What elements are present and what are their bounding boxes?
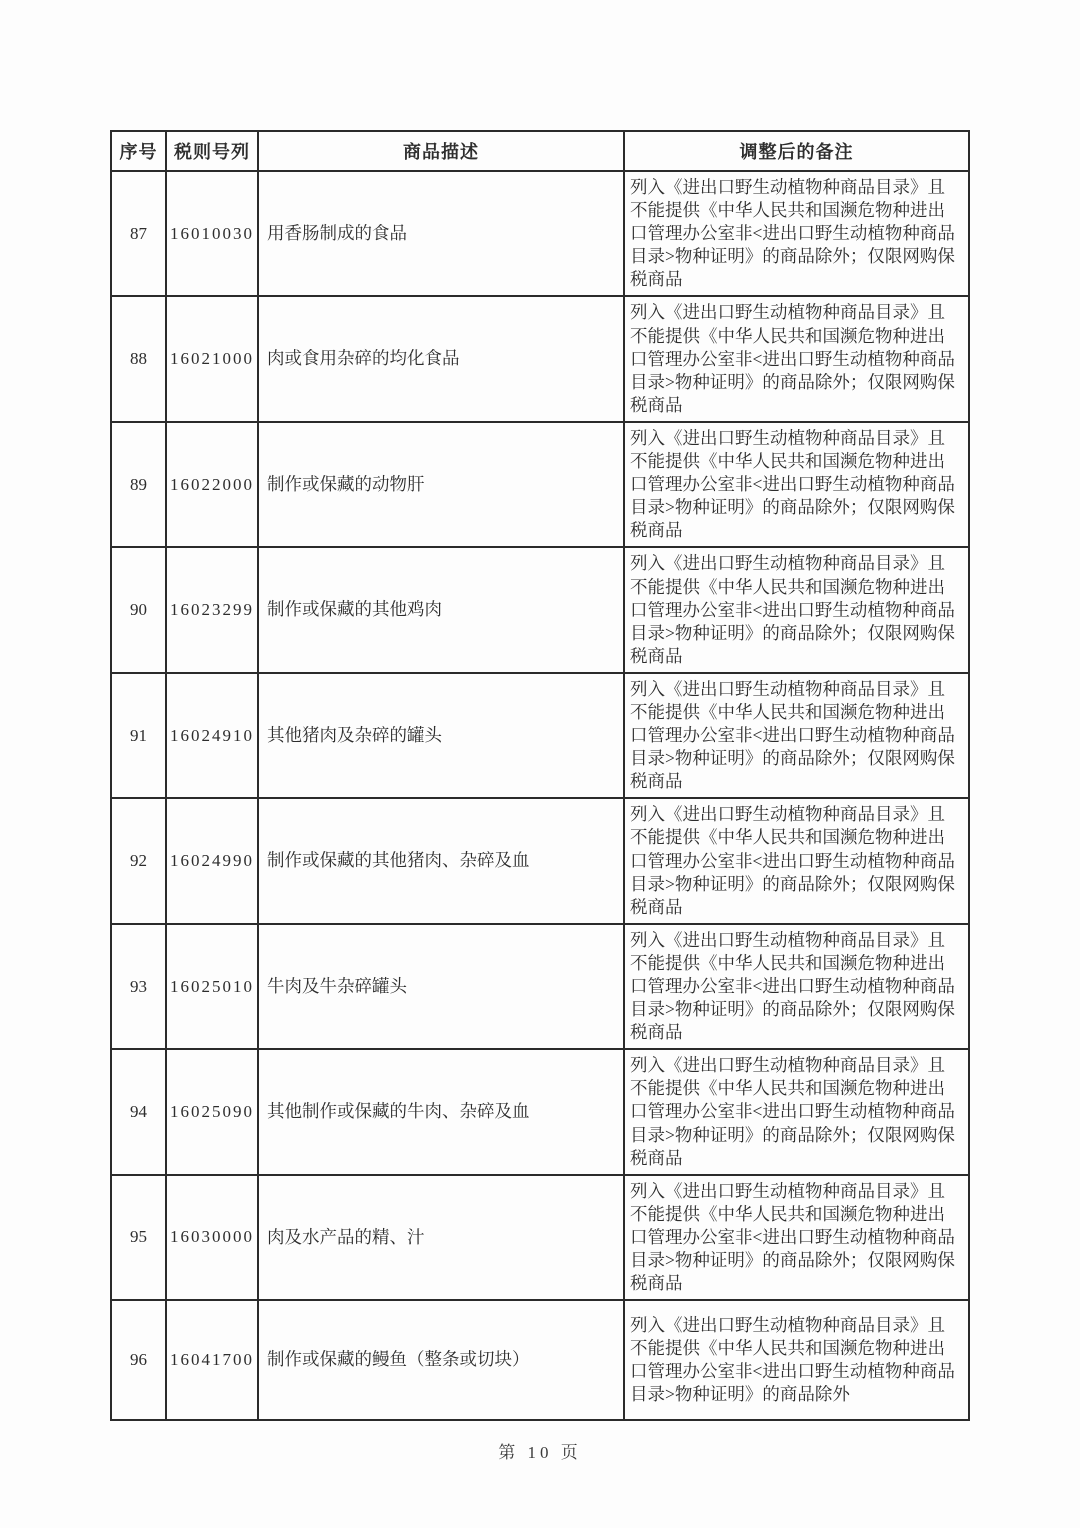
table-row	[111, 924, 969, 1049]
cell-product-description: 牛肉及牛杂碎罐头	[258, 924, 624, 1049]
cell-tariff-code: 16023299	[166, 547, 258, 672]
cell-product-description: 制作或保藏的鳗鱼（整条或切块）	[258, 1300, 624, 1420]
cell-product-description: 制作或保藏的动物肝	[258, 422, 624, 547]
table-header-row	[111, 131, 969, 171]
table-row	[111, 1300, 969, 1420]
cell-serial-number: 92	[111, 798, 166, 923]
cell-adjusted-remark: 列入《进出口野生动植物种商品目录》且不能提供《中华人民共和国濒危物种进出口管理办公室非<进出口野生动植物种商品目录>物种证明》的商品除外；仅限网购保税商品	[624, 422, 969, 547]
cell-tariff-code: 16024910	[166, 673, 258, 798]
cell-adjusted-remark: 列入《进出口野生动植物种商品目录》且不能提供《中华人民共和国濒危物种进出口管理办公室非<进出口野生动植物种商品目录>物种证明》的商品除外；仅限网购保税商品	[624, 296, 969, 421]
cell-product-description: 肉及水产品的精、汁	[258, 1175, 624, 1300]
cell-product-description: 用香肠制成的食品	[258, 171, 624, 296]
table-row	[111, 171, 969, 296]
cell-serial-number: 87	[111, 171, 166, 296]
page-footer: 第 10 页	[498, 1443, 582, 1462]
cell-serial-number: 94	[111, 1049, 166, 1174]
cell-product-description: 肉或食用杂碎的均化食品	[258, 296, 624, 421]
header-product-description: 商品描述	[258, 131, 624, 171]
cell-product-description: 其他制作或保藏的牛肉、杂碎及血	[258, 1049, 624, 1174]
table-row	[111, 1049, 969, 1174]
cell-adjusted-remark: 列入《进出口野生动植物种商品目录》且不能提供《中华人民共和国濒危物种进出口管理办公室非<进出口野生动植物种商品目录>物种证明》的商品除外；仅限网购保税商品	[624, 1175, 969, 1300]
cell-adjusted-remark: 列入《进出口野生动植物种商品目录》且不能提供《中华人民共和国濒危物种进出口管理办公室非<进出口野生动植物种商品目录>物种证明》的商品除外；仅限网购保税商品	[624, 1049, 969, 1174]
table-row	[111, 296, 969, 421]
cell-serial-number: 93	[111, 924, 166, 1049]
cell-tariff-code: 16024990	[166, 798, 258, 923]
cell-adjusted-remark: 列入《进出口野生动植物种商品目录》且不能提供《中华人民共和国濒危物种进出口管理办公室非<进出口野生动植物种商品目录>物种证明》的商品除外；仅限网购保税商品	[624, 798, 969, 923]
cell-serial-number: 89	[111, 422, 166, 547]
cell-tariff-code: 16030000	[166, 1175, 258, 1300]
cell-product-description: 制作或保藏的其他猪肉、杂碎及血	[258, 798, 624, 923]
cell-tariff-code: 16025090	[166, 1049, 258, 1174]
cell-serial-number: 88	[111, 296, 166, 421]
table-row	[111, 798, 969, 923]
cell-product-description: 制作或保藏的其他鸡肉	[258, 547, 624, 672]
header-adjusted-remark: 调整后的备注	[624, 131, 969, 171]
cell-adjusted-remark: 列入《进出口野生动植物种商品目录》且不能提供《中华人民共和国濒危物种进出口管理办公室非<进出口野生动植物种商品目录>物种证明》的商品除外；仅限网购保税商品	[624, 547, 969, 672]
cell-adjusted-remark: 列入《进出口野生动植物种商品目录》且不能提供《中华人民共和国濒危物种进出口管理办公室非<进出口野生动植物种商品目录>物种证明》的商品除外；仅限网购保税商品	[624, 171, 969, 296]
cell-tariff-code: 16022000	[166, 422, 258, 547]
table-row	[111, 422, 969, 547]
tariff-table	[110, 130, 970, 1421]
cell-adjusted-remark: 列入《进出口野生动植物种商品目录》且不能提供《中华人民共和国濒危物种进出口管理办公室非<进出口野生动植物种商品目录>物种证明》的商品除外；仅限网购保税商品	[624, 673, 969, 798]
cell-tariff-code: 16010030	[166, 171, 258, 296]
header-tariff-code: 税则号列	[166, 131, 258, 171]
cell-tariff-code: 16041700	[166, 1300, 258, 1420]
table-row	[111, 673, 969, 798]
table-row	[111, 1175, 969, 1300]
cell-tariff-code: 16021000	[166, 296, 258, 421]
header-serial-number: 序号	[111, 131, 166, 171]
cell-adjusted-remark: 列入《进出口野生动植物种商品目录》且不能提供《中华人民共和国濒危物种进出口管理办公室非<进出口野生动植物种商品目录>物种证明》的商品除外	[624, 1300, 969, 1420]
cell-serial-number: 96	[111, 1300, 166, 1420]
cell-serial-number: 90	[111, 547, 166, 672]
cell-product-description: 其他猪肉及杂碎的罐头	[258, 673, 624, 798]
cell-serial-number: 95	[111, 1175, 166, 1300]
cell-adjusted-remark: 列入《进出口野生动植物种商品目录》且不能提供《中华人民共和国濒危物种进出口管理办公室非<进出口野生动植物种商品目录>物种证明》的商品除外；仅限网购保税商品	[624, 924, 969, 1049]
cell-serial-number: 91	[111, 673, 166, 798]
cell-tariff-code: 16025010	[166, 924, 258, 1049]
table-row	[111, 547, 969, 672]
